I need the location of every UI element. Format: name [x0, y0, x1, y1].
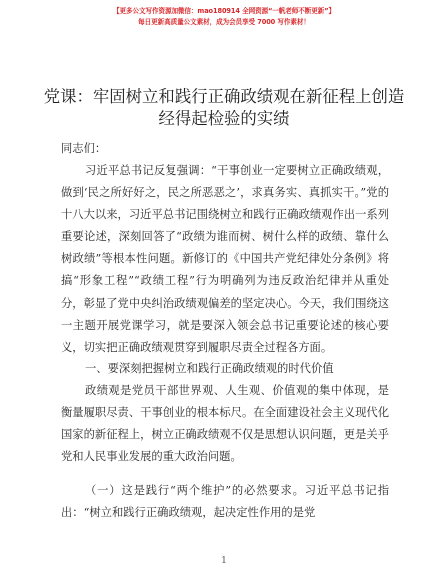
promo-banner-line2: 每日更新高质量公文素材，成为会员享受 7000 写作素材！: [138, 18, 310, 26]
body-paragraph: （一）这是践行“两个维护”的必然要求。习近平总书记指出：“树立和践行正确政绩观，起决定性作用的是党: [61, 484, 389, 520]
section-heading: 一、要深刻把握树立和践行正确政绩观的时代价值: [85, 362, 334, 375]
page-number: 1: [221, 556, 227, 566]
promo-banner: [0, 6, 448, 28]
body-paragraph: 政绩观是党员干部世界观、人生观、价值观的集中体现，是衡量履职尽责、干事创业的根本标尺。在全面建设社会主义现代化国家的新征程上，树立正确政绩观不仅是思想认识问题，更是关乎党和人民事业发展的重大政治问题。: [61, 384, 389, 464]
body-paragraph: 习近平总书记反复强调：“干事创业一定要树立正确政绩观，做到‘民之所好好之，民之所恶恶之’，求真务实、真抓实干。”党的十八大以来，习近平总书记围绕树立和践行正确政绩观作出一系列重要论述，深刻回答了“政绩为谁而树、树什么样的政绩、靠什么树政绩”等根本性问题。新修订的《中国共产党纪律处分条例》将搞“形象工程”“政绩工程”行为明确列为违反政治纪律并从重处分，彰显了党中央纠治政绩观偏差的坚定决心。今天，我们围绕这一主题开展党课学习，就是要深入领会总书记重要论述的核心要义，切实把正确政绩观贯穿到履职尽责全过程各方面。: [61, 164, 389, 354]
greeting: 同志们：: [61, 142, 107, 155]
document-title: 党课：牢固树立和践行正确政绩观在新征程上创造经得起检验的实绩: [43, 87, 405, 128]
promo-banner-line1: 【更多公文写作资源加微信：mao180914 全网资源“一帆老师不断更新”】: [113, 7, 335, 15]
